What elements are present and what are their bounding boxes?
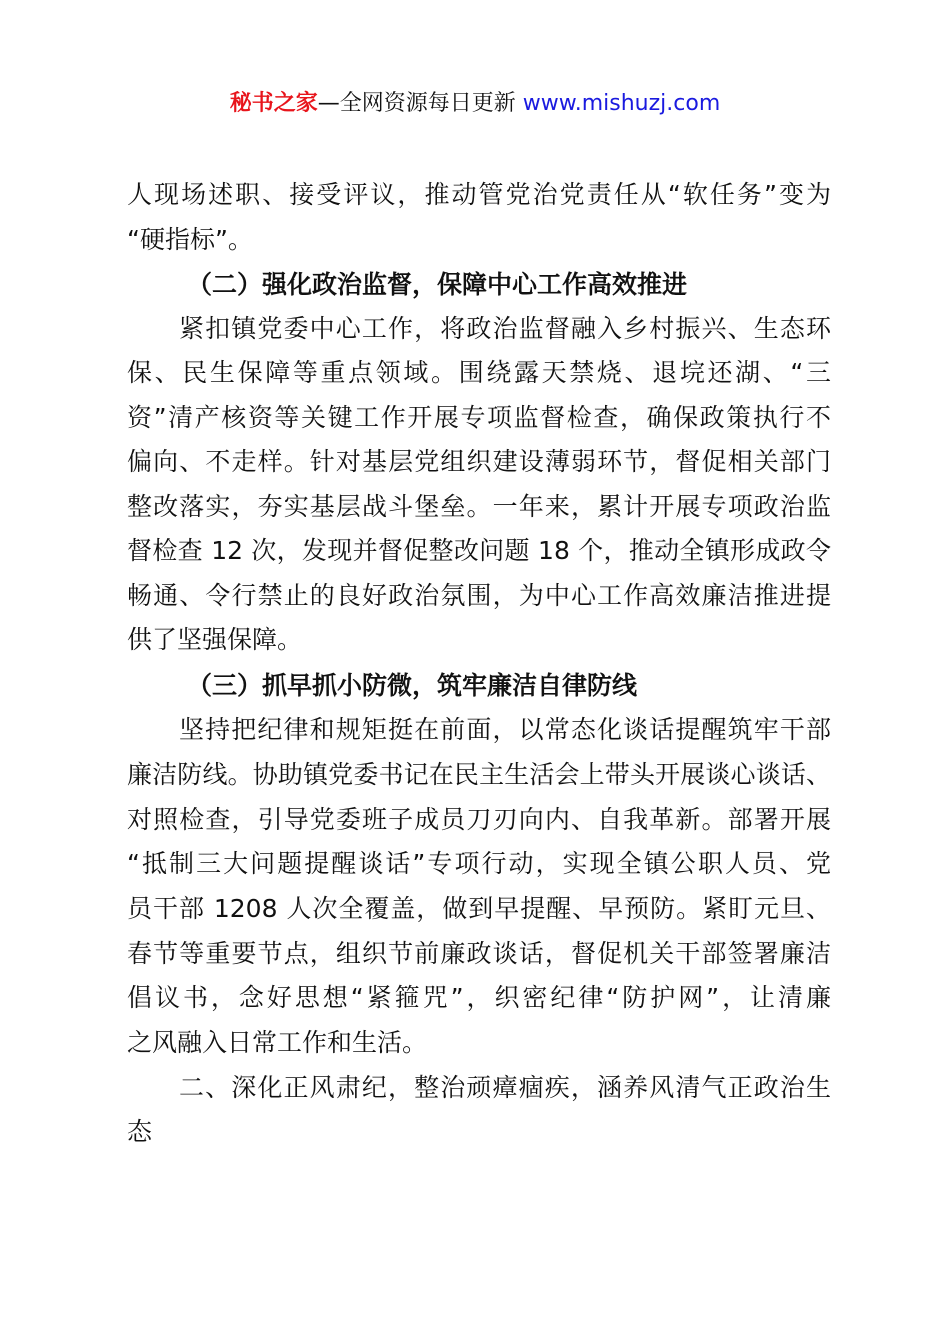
body-line: “抵制三大问题提醒谈话”专项行动，实现全镇公职人员、党 bbox=[127, 849, 831, 878]
body-line: 坚持把纪律和规矩挺在前面，以常态化谈话提醒筑牢干部 bbox=[179, 715, 831, 744]
body-line: 保、民生保障等重点领域。围绕露天禁烧、退垸还湖、“三 bbox=[127, 358, 831, 387]
section-heading: （三）抓早抓小防微，筑牢廉洁自律防线 bbox=[187, 671, 638, 700]
body-line: 廉洁防线。协助镇党委书记在民主生活会上带头开展谈心谈话、 bbox=[127, 760, 831, 789]
body-line: 之风融入日常工作和生活。 bbox=[127, 1028, 428, 1057]
chapter-heading-cont: 态 bbox=[127, 1117, 153, 1146]
header-url[interactable]: www.mishuzj.com bbox=[522, 91, 721, 116]
brand-name: 秘书之家 bbox=[229, 91, 318, 116]
body-line: 督检查 12 次，发现并督促整改问题 18 个，推动全镇形成政令 bbox=[127, 536, 831, 565]
body-line: 人现场述职、接受评议，推动管党治党责任从“软任务”变为 bbox=[127, 180, 831, 209]
body-line: 偏向、不走样。针对基层党组织建设薄弱环节，督促相关部门 bbox=[127, 447, 831, 476]
body-line: 整改落实，夯实基层战斗堡垒。一年来，累计开展专项政治监 bbox=[127, 492, 831, 521]
body-line: “硬指标”。 bbox=[127, 225, 253, 254]
header-tagline: —全网资源每日更新 bbox=[317, 91, 523, 116]
body-line: 春节等重要节点，组织节前廉政谈话，督促机关干部签署廉洁 bbox=[127, 939, 831, 968]
body-line: 倡议书，念好思想“紧箍咒”，织密纪律“防护网”，让清廉 bbox=[127, 983, 831, 1012]
chapter-heading: 二、深化正风肃纪，整治顽瘴痼疾，涵养风清气正政治生 bbox=[179, 1073, 831, 1102]
body-line: 紧扣镇党委中心工作，将政治监督融入乡村振兴、生态环 bbox=[179, 314, 831, 343]
body-line: 畅通、令行禁止的良好政治氛围，为中心工作高效廉洁推进提 bbox=[127, 581, 831, 610]
body-line: 对照检查，引导党委班子成员刀刃向内、自我革新。部署开展 bbox=[127, 805, 831, 834]
body-line: 员干部 1208 人次全覆盖，做到早提醒、早预防。紧盯元旦、 bbox=[127, 894, 831, 923]
body-line: 资”清产核资等关键工作开展专项监督检查，确保政策执行不 bbox=[127, 403, 831, 432]
section-heading: （二）强化政治监督，保障中心工作高效推进 bbox=[187, 270, 688, 299]
body-line: 供了坚强保障。 bbox=[127, 625, 303, 654]
page-header bbox=[0, 88, 950, 120]
